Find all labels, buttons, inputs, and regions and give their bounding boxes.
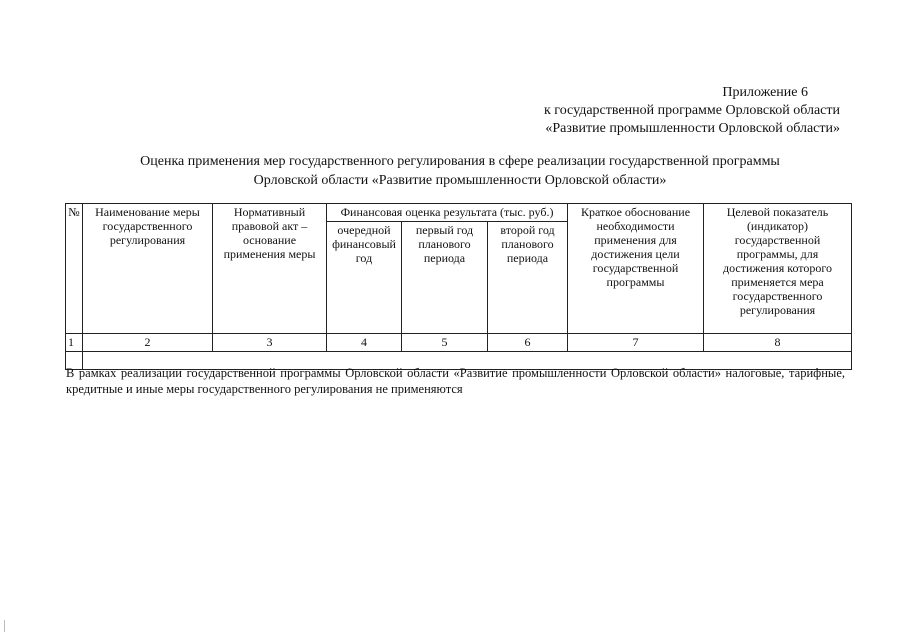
- column-numbers-row: [66, 334, 852, 352]
- header-num: №: [66, 204, 83, 334]
- note-text: В рамках реализации государственной программы Орловской области «Развитие промышленности Орловской области» налоговые, тарифные, кредитные и иные меры государственного регулирования не применяются: [66, 366, 845, 396]
- header-target-indicator: Целевой показатель (индикатор) государственной программы, для достижения которого применяется мера государственного регулирования: [704, 204, 852, 334]
- column-number: 8: [704, 334, 852, 352]
- column-number: 3: [213, 334, 327, 352]
- header-financial-assessment: Финансовая оценка результата (тыс. руб.): [327, 204, 568, 222]
- scan-edge-mark: [4, 620, 5, 632]
- appendix-program-name: «Развитие промышленности Орловской области»: [545, 121, 840, 136]
- header-legal-act: Нормативный правовой акт – основание применения меры: [213, 204, 327, 334]
- column-number: 7: [568, 334, 704, 352]
- column-number: 6: [488, 334, 568, 352]
- column-number: 5: [402, 334, 488, 352]
- appendix-program-ref: к государственной программе Орловской области: [544, 103, 840, 118]
- title-line-2: Орловской области «Развитие промышленности Орловской области»: [253, 173, 667, 188]
- document-title: [60, 152, 860, 190]
- header-second-plan-year: второй год планового периода: [488, 222, 568, 334]
- header-justification: Краткое обоснование необходимости применения для достижения цели государственной программы: [568, 204, 704, 334]
- header-measure-name: Наименование меры государственного регулирования: [83, 204, 213, 334]
- header-next-fiscal-year: очередной финансовый год: [327, 222, 402, 334]
- header-first-plan-year: первый год планового периода: [402, 222, 488, 334]
- appendix-number: Приложение 6: [722, 85, 808, 100]
- table-header-row: [66, 204, 852, 222]
- regulation-measures-table: [65, 203, 852, 370]
- column-number: 4: [327, 334, 402, 352]
- appendix-header: [544, 84, 840, 138]
- column-number: 2: [83, 334, 213, 352]
- title-line-1: Оценка применения мер государственного регулирования в сфере реализации государственной программы: [140, 154, 780, 169]
- column-number: 1: [66, 334, 83, 352]
